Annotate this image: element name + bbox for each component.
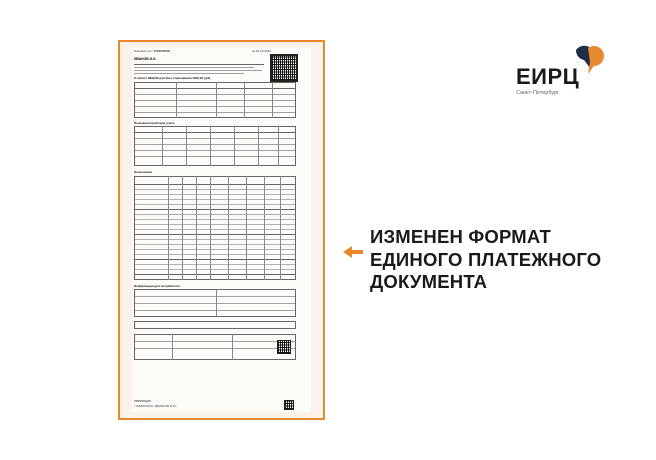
headline-line-1: ИЗМЕНЕН ФОРМАТ — [370, 226, 552, 247]
footer-title: Квитанция — [134, 400, 151, 403]
header-account-number: 7000000000 — [153, 50, 171, 53]
document-table-extra — [134, 321, 296, 329]
footer-payer: 7000000000, ИВАНОВ И.И. — [134, 405, 177, 408]
qr-code-top — [270, 54, 298, 82]
section-info-title: Информация для потребителя — [134, 284, 180, 288]
document-payment-stub — [134, 334, 296, 360]
document-payer: ИВАНОВ И.И. — [134, 57, 157, 61]
qr-code-footer — [284, 400, 294, 410]
arrow-left-icon — [343, 246, 363, 258]
qr-code-stub — [277, 340, 291, 354]
document-header-left — [134, 50, 170, 53]
section-accruals-title: Начисления — [134, 170, 152, 174]
document-period: за 01.20.2020 — [252, 50, 271, 53]
payment-document-preview — [118, 40, 325, 420]
headline — [370, 226, 640, 294]
section-counters-title: Показания приборов учета — [134, 121, 175, 125]
logo-name: ЕИРЦ — [516, 64, 580, 89]
document-total: К оплате 9999,99 руб (без страхования 1000,00 руб) — [134, 76, 211, 80]
headline-line-3: ДОКУМЕНТА — [370, 271, 488, 292]
brand-logo — [512, 44, 622, 104]
headline-line-2: ЕДИНОГО ПЛАТЕЖНОГО — [370, 248, 602, 270]
document-paper — [132, 48, 311, 412]
header-account-label: Лицевой счет — [134, 50, 153, 53]
logo-subtitle: Санкт-Петербург — [516, 90, 560, 96]
